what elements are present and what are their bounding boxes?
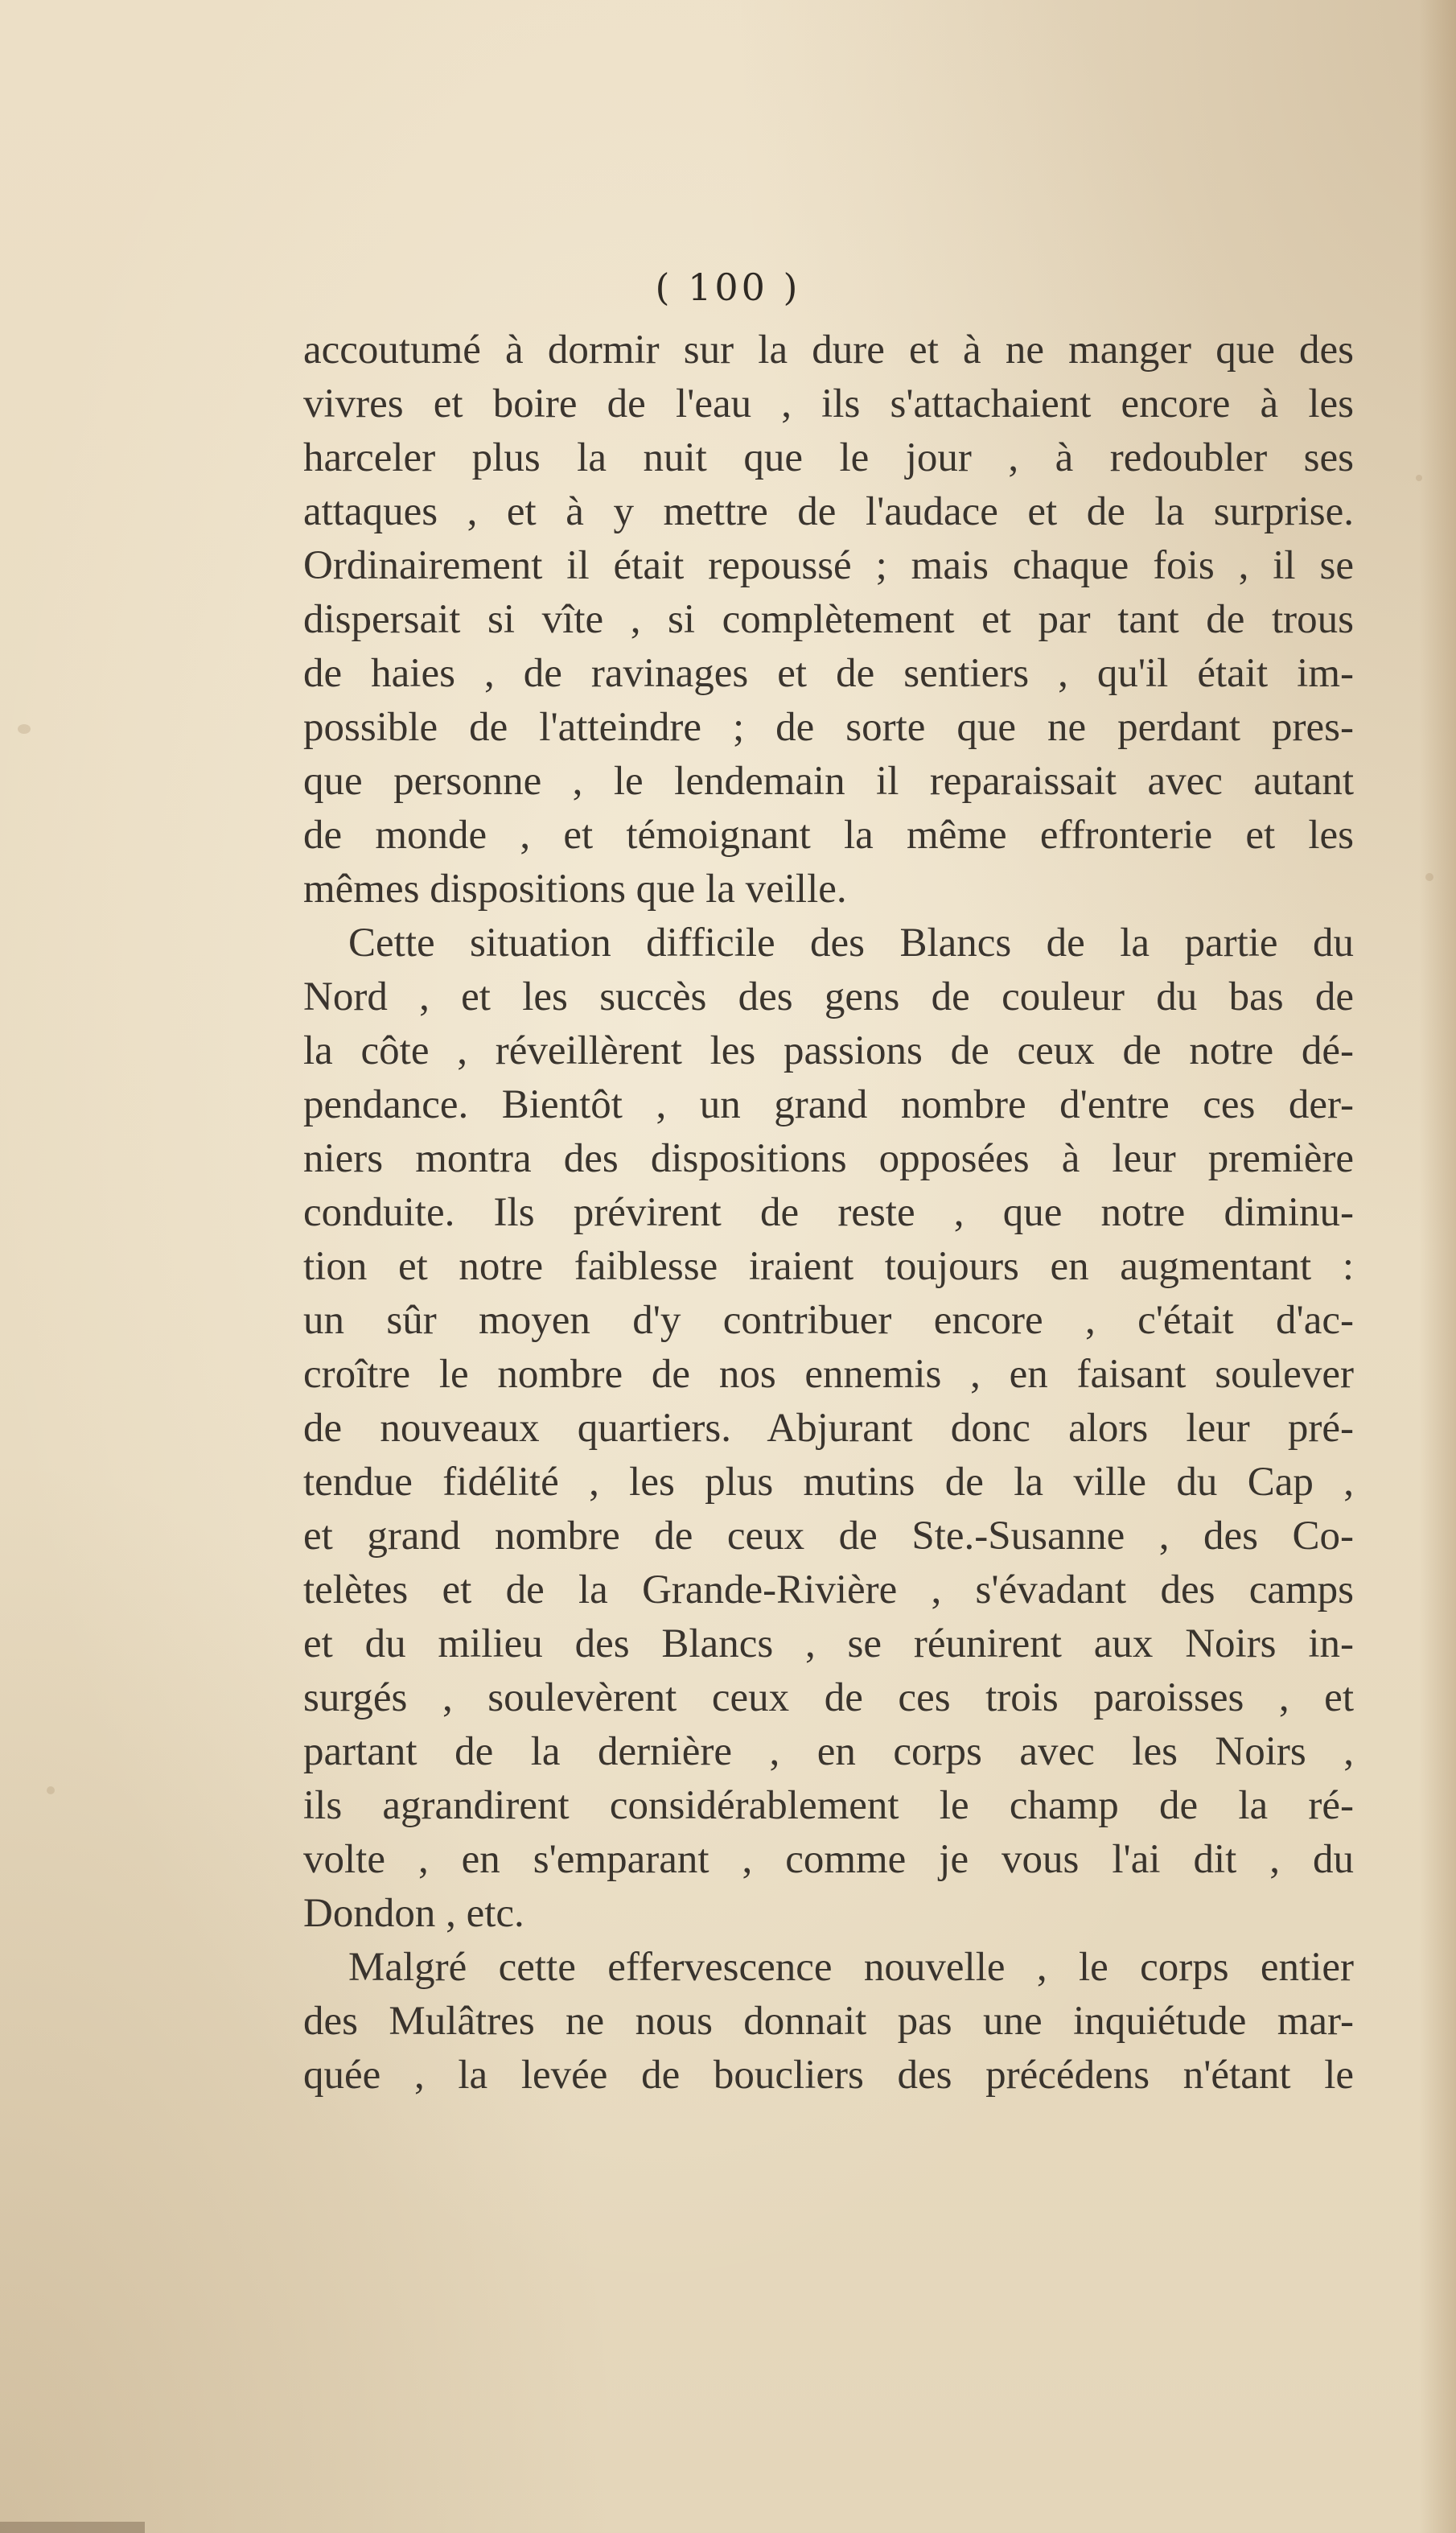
text-line: un sûr moyen d'y contribuer encore , c'était d'ac- bbox=[303, 1298, 1354, 1343]
text-line: Cette situation difficile des Blancs de la partie du bbox=[348, 921, 1354, 966]
page-number-header: ( 100 ) bbox=[655, 266, 801, 309]
text-line: Ordinairement il était repoussé ; mais chaque fois , il se bbox=[303, 543, 1354, 588]
text-line: harceler plus la nuit que le jour , à redoubler ses bbox=[303, 435, 1354, 480]
text-line: tendue fidélité , les plus mutins de la ville du Cap , bbox=[303, 1460, 1354, 1505]
text-line: que personne , le lendemain il reparaissait avec autant bbox=[303, 759, 1354, 804]
text-line: pendance. Bientôt , un grand nombre d'entre ces der- bbox=[303, 1082, 1354, 1127]
text-line: Malgré cette effervescence nouvelle , le corps entier bbox=[348, 1945, 1354, 1990]
text-line: quée , la levée de boucliers des précédens n'étant le bbox=[303, 2053, 1354, 2098]
foxing-spot bbox=[18, 724, 31, 734]
text-line: possible de l'atteindre ; de sorte que ne perdant pres- bbox=[303, 705, 1354, 750]
text-line: des Mulâtres ne nous donnait pas une inquiétude mar- bbox=[303, 1999, 1354, 2044]
foxing-spot bbox=[1425, 873, 1433, 881]
text-line: Dondon , etc. bbox=[303, 1891, 524, 1936]
text-line: partant de la dernière , en corps avec les Noirs , bbox=[303, 1729, 1354, 1774]
text-line: tion et notre faiblesse iraient toujours en augmentant : bbox=[303, 1244, 1354, 1289]
text-line: volte , en s'emparant , comme je vous l'ai dit , du bbox=[303, 1837, 1354, 1882]
text-line: ils agrandirent considérablement le champ de la ré- bbox=[303, 1783, 1354, 1828]
text-line: et grand nombre de ceux de Ste.-Susanne , des Co- bbox=[303, 1514, 1354, 1559]
page-edge-mark bbox=[0, 2522, 145, 2533]
text-line: vivres et boire de l'eau , ils s'attachaient encore à les bbox=[303, 381, 1354, 426]
foxing-spot bbox=[1416, 475, 1422, 481]
text-line: surgés , soulevèrent ceux de ces trois paroisses , et bbox=[303, 1675, 1354, 1720]
text-line: la côte , réveillèrent les passions de ceux de notre dé- bbox=[303, 1028, 1354, 1073]
text-line: Nord , et les succès des gens de couleur du bas de bbox=[303, 974, 1354, 1019]
text-line: dispersait si vîte , si complètement et par tant de trous bbox=[303, 597, 1354, 642]
text-line: telètes et de la Grande-Rivière , s'évadant des camps bbox=[303, 1567, 1354, 1612]
body-text bbox=[303, 323, 1354, 2103]
page-edge-shadow bbox=[1419, 0, 1456, 2533]
text-line: conduite. Ils prévirent de reste , que notre diminu- bbox=[303, 1190, 1354, 1235]
text-line: de nouveaux quartiers. Abjurant donc alors leur pré- bbox=[303, 1406, 1354, 1451]
text-line: mêmes dispositions que la veille. bbox=[303, 867, 847, 912]
text-line: accoutumé à dormir sur la dure et à ne manger que des bbox=[303, 327, 1354, 373]
text-line: de haies , de ravinages et de sentiers , qu'il était im- bbox=[303, 651, 1354, 696]
text-line: et du milieu des Blancs , se réunirent aux Noirs in- bbox=[303, 1621, 1354, 1666]
text-line: croître le nombre de nos ennemis , en faisant soulever bbox=[303, 1352, 1354, 1397]
text-line: de monde , et témoignant la même effronterie et les bbox=[303, 813, 1354, 858]
foxing-spot bbox=[47, 1786, 55, 1794]
text-line: attaques , et à y mettre de l'audace et de la surprise. bbox=[303, 489, 1354, 534]
text-line: niers montra des dispositions opposées à leur première bbox=[303, 1136, 1354, 1181]
